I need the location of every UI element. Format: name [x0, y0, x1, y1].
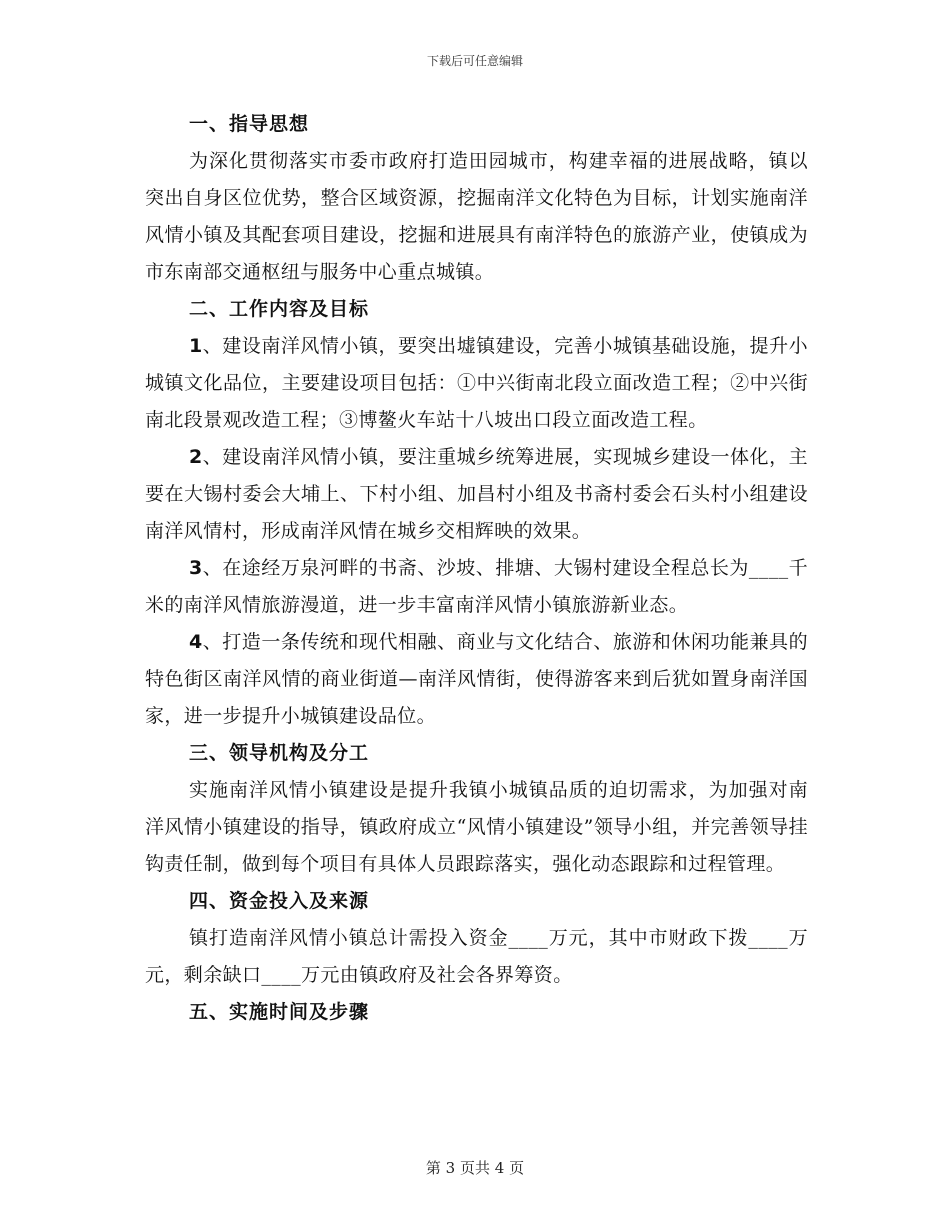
item-number: 4: [189, 631, 203, 653]
section-heading-implementation: 五、实施时间及步骤: [189, 1001, 370, 1023]
section-heading-guiding-ideology: 一、指导思想: [189, 113, 310, 135]
section-heading-funding: 四、资金投入及来源: [189, 890, 370, 912]
list-item-work-1: [145, 328, 808, 439]
item-number: 3: [189, 557, 203, 579]
list-item-work-2: [145, 439, 808, 550]
paragraph-funding: 镇打造南洋风情小镇总计需投入资金____万元，其中市财政下拨____万元，剩余缺口____万元由镇政府及社会各界筹资。: [145, 927, 808, 986]
section-heading-work-content: 二、工作内容及目标: [189, 298, 370, 320]
paragraph-guiding-ideology: 为深化贯彻落实市委市政府打造田园城市，构建幸福的进展战略，镇以突出自身区位优势，整合区域资源，挖掘南洋文化特色为目标，计划实施南洋风情小镇及其配套项目建设，挖掘和进展具有南洋特色的旅游产业，使镇成为市东南部交通枢纽与服务中心重点城镇。: [145, 150, 808, 283]
list-item-work-3: [145, 550, 808, 624]
item-text: 、建设南洋风情小镇，要注重城乡统筹进展，实现城乡建设一体化，主要在大锡村委会大埔上、下村小组、加昌村小组及书斋村委会石头村小组建设南洋风情村，形成南洋风情在城乡交相辉映的效果。: [145, 446, 808, 542]
item-number: 1: [189, 335, 203, 357]
item-number: 2: [189, 446, 203, 468]
list-item-work-4: [145, 624, 808, 735]
page-header: 下载后可任意编辑: [426, 54, 523, 68]
item-text: 、打造一条传统和现代相融、商业与文化结合、旅游和休闲功能兼具的特色街区南洋风情的商业街道—南洋风情街，使得游客来到后犹如置身南洋国家，进一步提升小城镇建设品位。: [145, 631, 808, 727]
item-text: 、在途经万泉河畔的书斋、沙坡、排塘、大锡村建设全程总长为____千米的南洋风情旅游漫道，进一步丰富南洋风情小镇旅游新业态。: [145, 557, 808, 616]
document-body: [145, 106, 808, 1031]
item-text: 、建设南洋风情小镇，要突出墟镇建设，完善小城镇基础设施，提升小城镇文化品位，主要建设项目包括：①中兴街南北段立面改造工程；②中兴街南北段景观改造工程；③博鳌火车站十八坡出口段立面改造工程。: [145, 335, 808, 431]
paragraph-leadership: 实施南洋风情小镇建设是提升我镇小城镇品质的迫切需求，为加强对南洋风情小镇建设的指导，镇政府成立“风情小镇建设”领导小组，并完善领导挂钩责任制，做到每个项目有具体人员跟踪落实，强化动态跟踪和过程管理。: [145, 779, 808, 875]
section-heading-leadership: 三、领导机构及分工: [189, 742, 370, 764]
page-number: 第 3 页共 4 页: [425, 1159, 525, 1177]
